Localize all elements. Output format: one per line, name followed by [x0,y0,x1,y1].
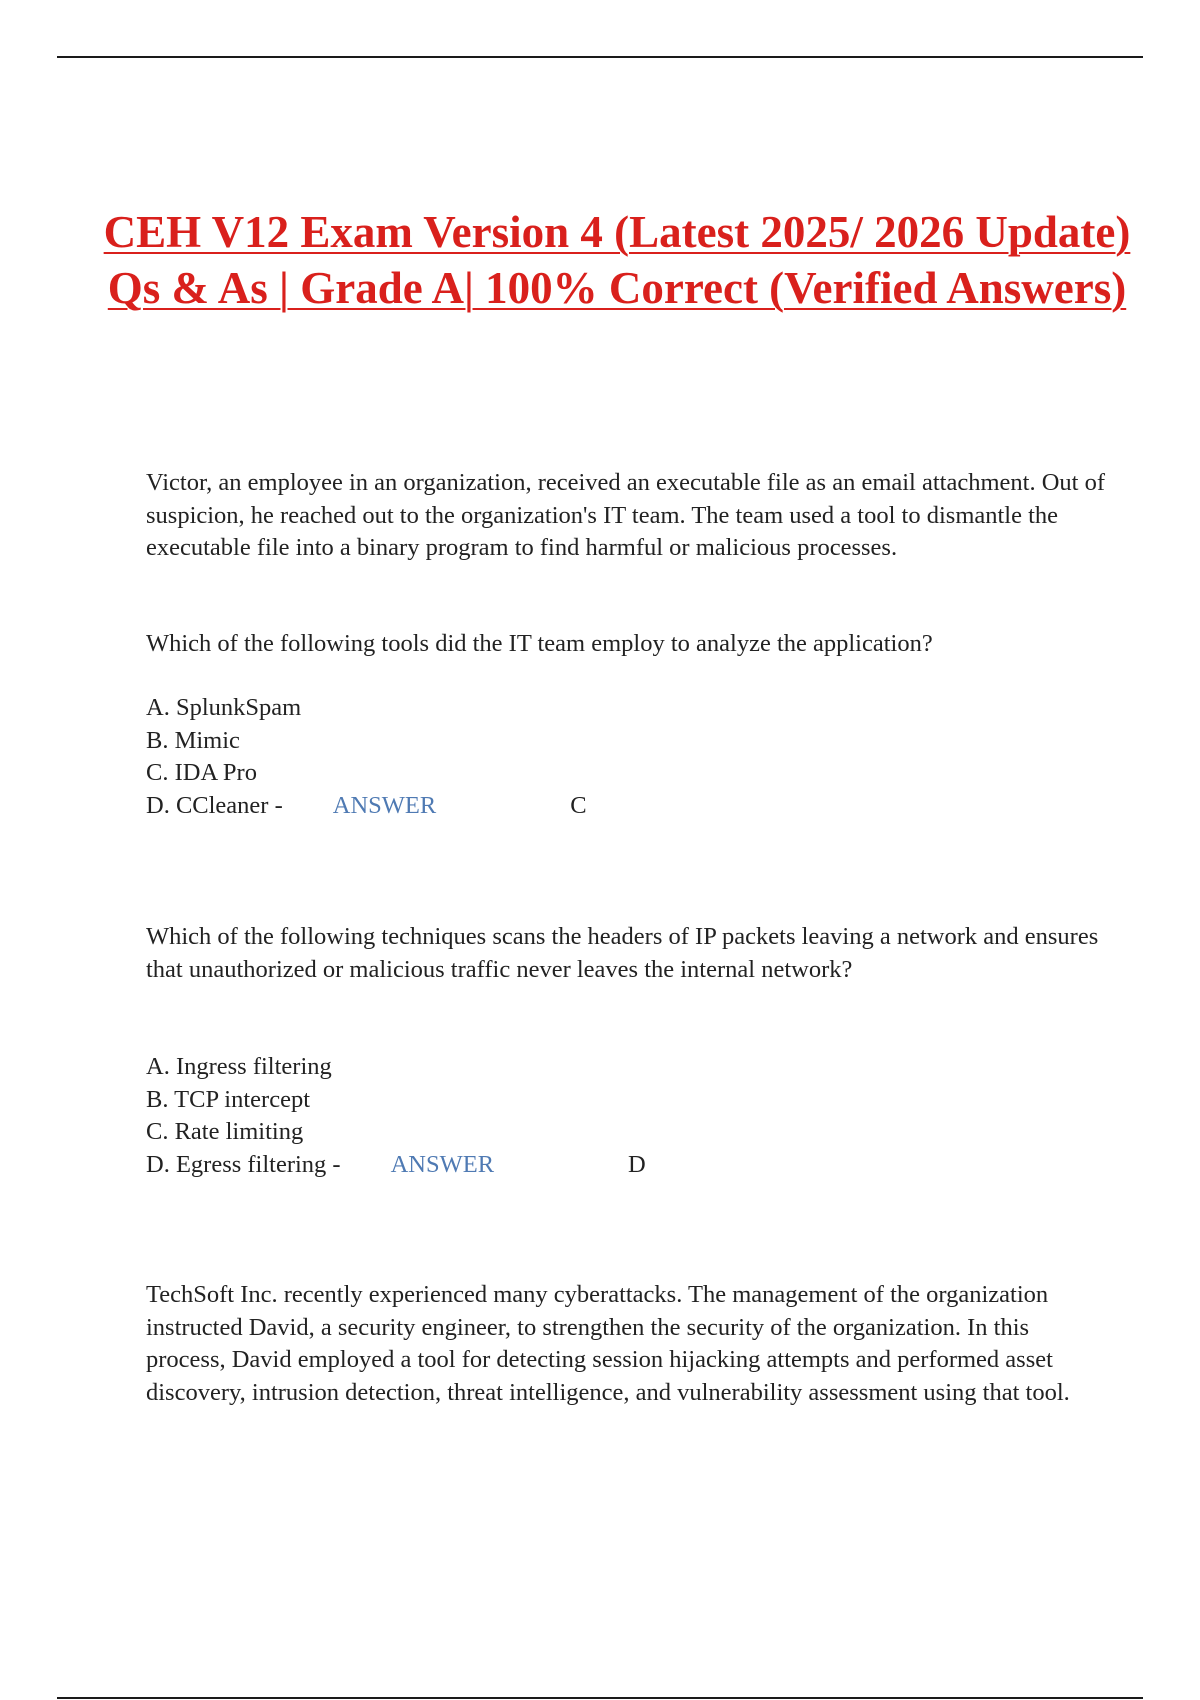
question-3-text: TechSoft Inc. recently experienced many cyberattacks. The management of the organization instructed David, a security engineer, to strengthen the security of the organization. In this process, David employed a tool for detecting session hijacking attempts and performed asset discovery, intrusion detection, threat intelligence, and vulnerability assessment using that tool. [146,1281,1070,1406]
question-1-text: Victor, an employee in an organization, received an executable file as an email attachment. Out of suspicion, he reached out to the organization's IT team. The team used a tool to dismantle the executable file into a binary program to find harmful or malicious processes. [146,469,1105,561]
question-2-options [146,1051,1106,1181]
question-1-option-d: D. CCleaner - ANSWER C [146,790,1106,823]
bottom-rule [57,1697,1143,1699]
question-2-option-b: B. TCP intercept [146,1085,310,1113]
question-2-text: Which of the following techniques scans the headers of IP packets leaving a network and ensures that unauthorized or malicious traffic never leaves the internal network? [146,923,1099,983]
document-title: CEH V12 Exam Version 4 (Latest 2025/ 2026 Update) Qs & As | Grade A| 100% Correct (Verified Answers) [103,207,1131,313]
question-1-option-a: A. SplunkSpam [146,694,302,721]
question-2-answer-label: ANSWER [390,1150,495,1178]
top-rule [57,56,1143,58]
question-1-answer-label: ANSWER [332,791,437,819]
question-1-options [146,692,1106,822]
question-2-option-d: D. Egress filtering - ANSWER D [146,1149,1106,1182]
question-2-option-a: A. Ingress filtering [146,1053,332,1080]
question-1-answer-value: C [570,791,587,819]
question-2-answer-value: D [628,1150,646,1178]
question-1-option-c: C. IDA Pro [146,759,257,786]
question-1-option-b: B. Mimic [146,726,240,754]
question-1-prompt: Which of the following tools did the IT team employ to analyze the application? [146,630,933,657]
question-2-option-c: C. Rate limiting [146,1118,304,1145]
